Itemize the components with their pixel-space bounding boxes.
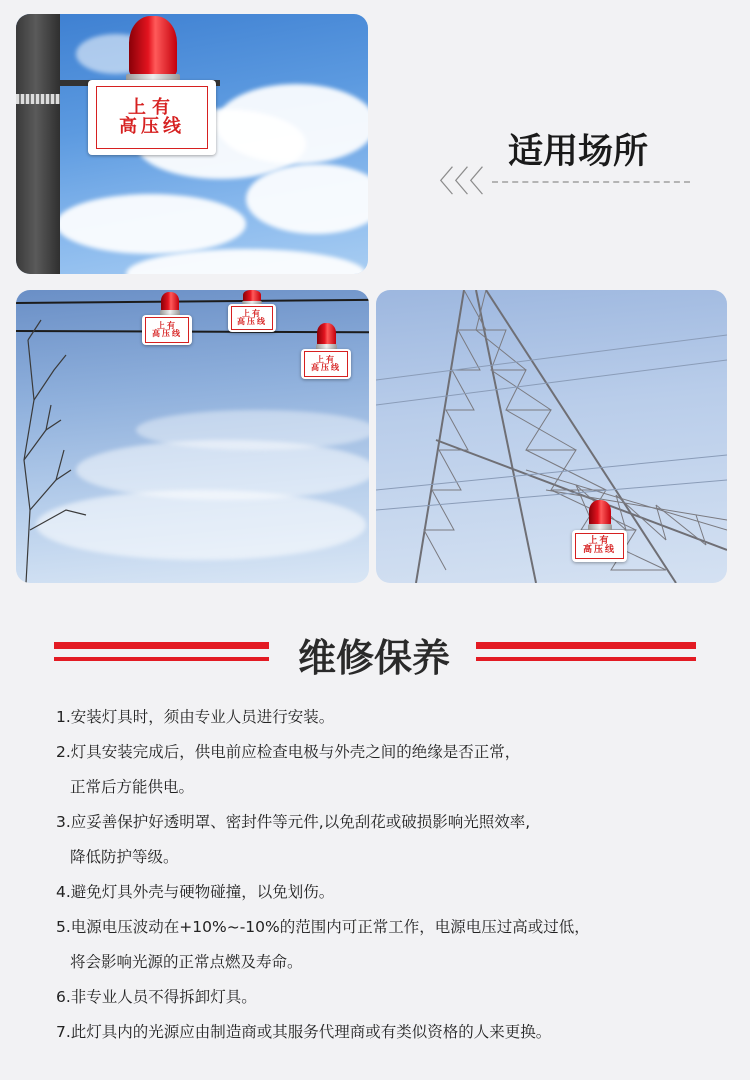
decor-bar <box>54 657 269 661</box>
list-item: 2.灯具安装完成后，供电前应检查电极与外壳之间的绝缘是否正常， <box>56 743 521 761</box>
high-voltage-sign: 上有 高压线 <box>142 315 192 345</box>
list-item-continuation: 降低防护等级。 <box>70 848 179 866</box>
high-voltage-sign: 上有 高压线 <box>228 304 276 332</box>
decor-bar <box>476 657 696 661</box>
maintenance-list <box>56 700 716 1050</box>
sign-line-2: 高压线 <box>119 115 185 137</box>
dashed-divider <box>492 181 690 183</box>
photo-pole-beacon <box>16 14 368 274</box>
photo-transmission-tower <box>376 290 727 583</box>
warning-beacon-icon <box>161 292 179 316</box>
high-voltage-sign: 上有 高压线 <box>301 349 351 379</box>
photo-overhead-wires <box>16 290 369 583</box>
warning-beacon-icon <box>317 323 336 351</box>
transmission-tower <box>376 290 727 583</box>
decor-bar <box>54 642 269 649</box>
list-item-continuation: 正常后方能供电。 <box>70 778 195 796</box>
warning-beacon-icon <box>589 500 611 532</box>
high-voltage-sign: 上有 高压线 <box>572 530 627 562</box>
bare-tree <box>16 310 96 583</box>
high-voltage-sign <box>88 80 216 155</box>
utility-pole <box>16 14 60 274</box>
list-item: 5.电源电压波动在+10%~-10%的范围内可正常工作，电源电压过高或过低， <box>56 918 590 936</box>
decor-bar <box>476 642 696 649</box>
list-item: 3.应妥善保护好透明罩、密封件等元件,以免刮花或破损影响光照效率, <box>56 813 531 831</box>
list-item: 6.非专业人员不得拆卸灯具。 <box>56 988 257 1006</box>
warning-beacon-icon <box>243 290 261 304</box>
sign-line-1: 上有 <box>128 96 176 118</box>
list-item: 4.避免灯具外壳与硬物碰撞，以免划伤。 <box>56 883 335 901</box>
maintenance-title: 维修保养 <box>298 636 451 680</box>
list-item: 7.此灯具内的光源应由制造商或其服务代理商或有类似资格的人来更换。 <box>56 1023 552 1041</box>
chevron-left-icon: 〈〈〈 <box>424 165 484 200</box>
applications-title: 适用场所 <box>508 132 649 172</box>
list-item-continuation: 将会影响光源的正常点燃及寿命。 <box>70 953 303 971</box>
list-item: 1.安装灯具时，须由专业人员进行安装。 <box>56 708 335 726</box>
